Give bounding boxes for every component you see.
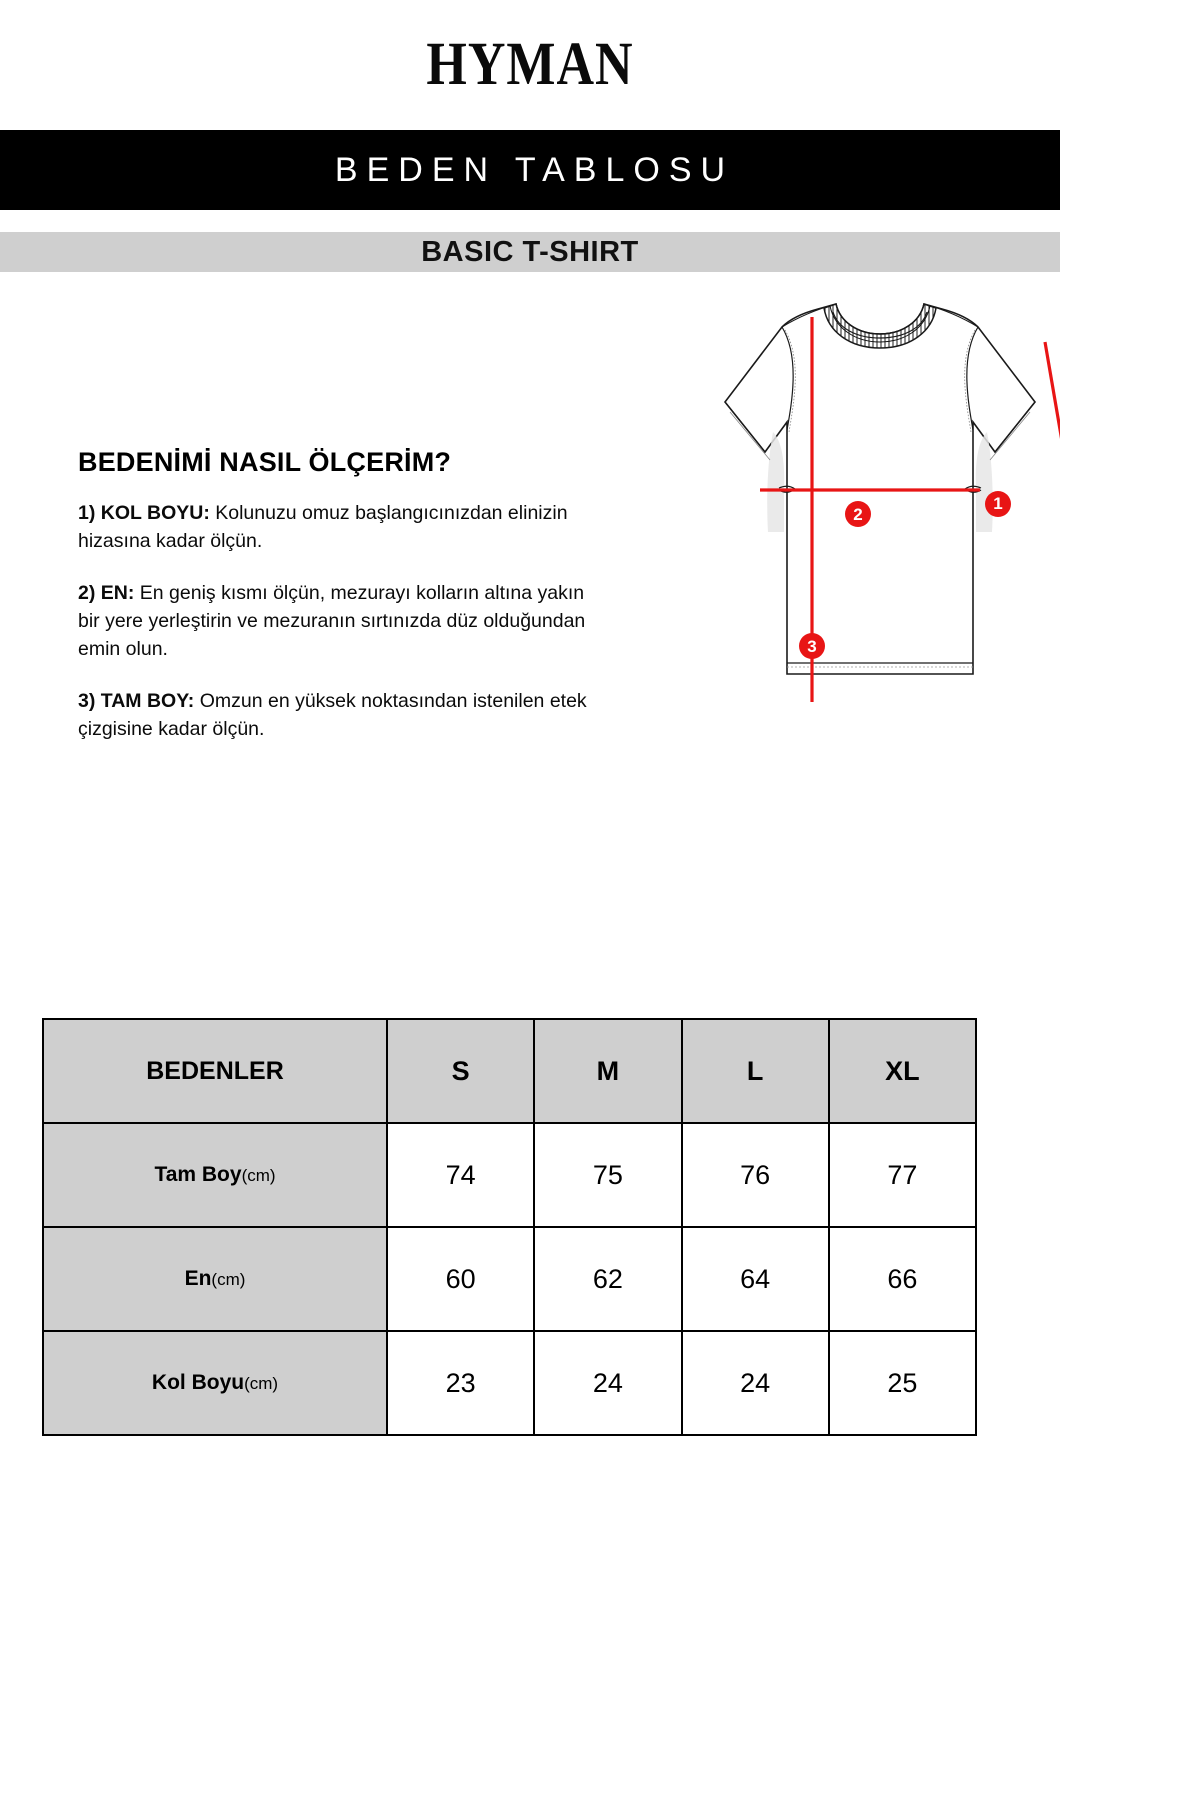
row-label-tam-boy-text: Tam Boy bbox=[154, 1163, 242, 1186]
cell-kol-boyu-s: 23 bbox=[387, 1331, 534, 1435]
cell-kol-boyu-l: 24 bbox=[682, 1331, 829, 1435]
cell-tam-boy-m: 75 bbox=[534, 1123, 681, 1227]
cell-tam-boy-xl: 77 bbox=[829, 1123, 976, 1227]
marker-3-label: 3 bbox=[807, 637, 817, 656]
product-bar bbox=[0, 232, 1060, 272]
instruction-2-text: En geniş kısmı ölçün, mezurayı kolların altına yakın bir yere yerleştirin ve mezuranın sırtınızda düz olduğundan emin olun. bbox=[78, 582, 586, 660]
cell-tam-boy-s: 74 bbox=[387, 1123, 534, 1227]
cell-en-s: 60 bbox=[387, 1227, 534, 1331]
size-table-body bbox=[43, 1123, 976, 1435]
column-header-l: L bbox=[682, 1019, 829, 1123]
cell-tam-boy-l: 76 bbox=[682, 1123, 829, 1227]
cell-en-l: 64 bbox=[682, 1227, 829, 1331]
main-content bbox=[0, 272, 1060, 932]
instruction-2-term: EN: bbox=[100, 582, 135, 605]
row-unit-en: (cm) bbox=[211, 1270, 246, 1289]
cell-kol-boyu-xl: 25 bbox=[829, 1331, 976, 1435]
column-header-s: S bbox=[387, 1019, 534, 1123]
band-spacer bbox=[0, 210, 1060, 232]
instruction-item-2 bbox=[78, 580, 608, 663]
row-unit-kol-boyu: (cm) bbox=[244, 1374, 279, 1393]
row-label-tam-boy bbox=[43, 1123, 387, 1227]
measure-instructions bbox=[78, 447, 608, 744]
marker-1-label: 1 bbox=[993, 494, 1003, 513]
cell-kol-boyu-m: 24 bbox=[534, 1331, 681, 1435]
tshirt-diagram bbox=[640, 282, 1060, 722]
instruction-item-3 bbox=[78, 688, 608, 743]
table-header-row bbox=[43, 1019, 976, 1123]
marker-1-badge bbox=[985, 491, 1011, 517]
measure-line-1 bbox=[1045, 342, 1060, 517]
row-label-kol-boyu-text: Kol Boyu bbox=[151, 1371, 245, 1394]
size-table-container bbox=[42, 1018, 977, 1436]
instruction-3-term: TAM BOY: bbox=[100, 690, 195, 713]
instruction-3-text: Omzun en yüksek noktasından istenilen etek çizgisine kadar ölçün. bbox=[78, 690, 587, 741]
marker-2 bbox=[845, 501, 871, 527]
row-unit-tam-boy: (cm) bbox=[241, 1166, 276, 1185]
column-header-m: M bbox=[534, 1019, 681, 1123]
product-title: BASIC T-SHIRT bbox=[421, 235, 639, 268]
instruction-item-1 bbox=[78, 500, 608, 555]
cell-en-xl: 66 bbox=[829, 1227, 976, 1331]
instructions-heading: BEDENİMİ NASIL ÖLÇERİM? bbox=[78, 447, 452, 477]
size-table-head bbox=[43, 1019, 976, 1123]
brand-header bbox=[0, 0, 1060, 130]
row-label-en bbox=[43, 1227, 387, 1331]
banner-title: BEDEN TABLOSU bbox=[334, 150, 735, 189]
row-label-en-text: En bbox=[184, 1267, 212, 1290]
banner-bar bbox=[0, 130, 1060, 210]
instruction-1-text: Kolunuzu omuz başlangıcınızdan elinizin hizasına kadar ölçün. bbox=[78, 502, 568, 552]
size-table bbox=[42, 1018, 977, 1436]
table-row bbox=[43, 1227, 976, 1331]
instruction-1-term: KOL BOYU: bbox=[100, 502, 210, 524]
row-label-kol-boyu bbox=[43, 1331, 387, 1435]
column-header-xl: XL bbox=[829, 1019, 976, 1123]
table-row bbox=[43, 1123, 976, 1227]
column-header-sizes: BEDENLER bbox=[43, 1019, 387, 1123]
instruction-3-number: 3) bbox=[78, 690, 96, 713]
table-row bbox=[43, 1331, 976, 1435]
instruction-2-number: 2) bbox=[78, 582, 96, 605]
instruction-1-number: 1) bbox=[78, 502, 96, 524]
brand-logo: HYMAN bbox=[426, 30, 634, 99]
marker-3 bbox=[799, 633, 825, 659]
marker-2-label: 2 bbox=[853, 505, 863, 524]
cell-en-m: 62 bbox=[534, 1227, 681, 1331]
